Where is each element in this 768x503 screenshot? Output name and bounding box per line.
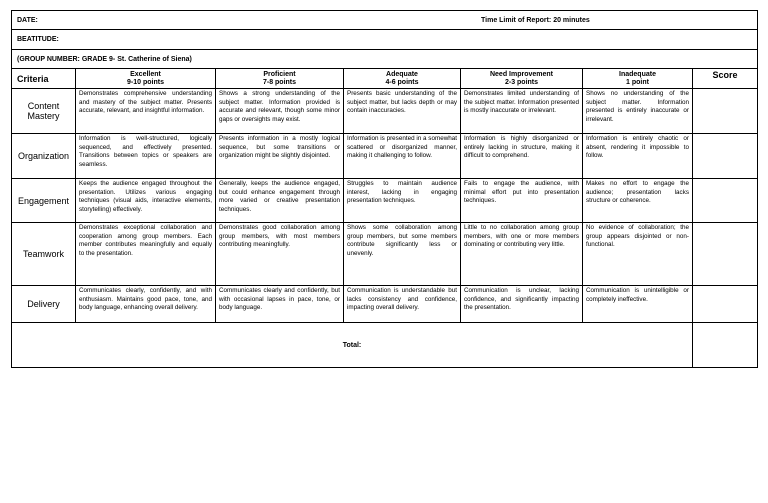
rubric-cell: No evidence of collaboration; the group appears disjointed or non-functional.	[583, 223, 693, 286]
rubric-cell: Struggles to maintain audience interest, lacking in engaging presentation techniques.	[344, 179, 461, 223]
score-cell-teamwork[interactable]	[693, 223, 758, 286]
rubric-cell: Communication is unintelligible or completely ineffective.	[583, 286, 693, 323]
score-cell-organization[interactable]	[693, 134, 758, 179]
beatitude-row	[12, 30, 758, 50]
score-cell-delivery[interactable]	[693, 286, 758, 323]
beatitude-label: BEATITUDE:	[17, 36, 59, 43]
criterion-teamwork: Teamwork	[12, 223, 76, 286]
rubric-table	[11, 10, 758, 368]
rubric-cell: Presents basic understanding of the subject matter, but lacks depth or may contain inaccuracies.	[344, 89, 461, 134]
rubric-cell: Makes no effort to engage the audience; presentation lacks structure or coherence.	[583, 179, 693, 223]
rubric-cell: Communication is understandable but lacks consistency and confidence, impacting overall delivery.	[344, 286, 461, 323]
level-header-proficient: Proficient 7-8 points	[216, 69, 344, 89]
date-cell[interactable]	[12, 11, 758, 30]
total-row	[12, 323, 758, 368]
date-label: DATE:	[17, 16, 38, 24]
criterion-content-mastery: Content Mastery	[12, 89, 76, 134]
rubric-cell: Generally, keeps the audience engaged, but could enhance engagement through more varied or creative presentation techniques.	[216, 179, 344, 223]
level-header-excellent: Excellent 9-10 points	[76, 69, 216, 89]
rubric-cell: Information is presented in a somewhat scattered or disorganized manner, making it challenging to follow.	[344, 134, 461, 179]
group-row	[12, 50, 758, 69]
rubric-cell: Presents information in a mostly logical sequence, but some transitions or organization might be slightly disjointed.	[216, 134, 344, 179]
table-row	[12, 179, 758, 223]
total-label: Total:	[12, 323, 693, 368]
score-cell-content-mastery[interactable]	[693, 89, 758, 134]
date-row	[12, 11, 758, 30]
level-header-adequate: Adequate 4-6 points	[344, 69, 461, 89]
table-row	[12, 134, 758, 179]
rubric-cell: Information is entirely chaotic or absent, rendering it impossible to follow.	[583, 134, 693, 179]
rubric-cell: Communicates clearly, confidently, and with enthusiasm. Maintains good pace, tone, and body language, enhancing overall delivery.	[76, 286, 216, 323]
criterion-organization: Organization	[12, 134, 76, 179]
rubric-cell: Fails to engage the audience, with minimal effort put into presentation techniques.	[461, 179, 583, 223]
rubric-cell: Shows a strong understanding of the subject matter. Information provided is accurate and relevant, though some minor gaps or oversights may exist.	[216, 89, 344, 134]
rubric-cell: Shows some collaboration among group members, but some members contribute significantly less or unevenly.	[344, 223, 461, 286]
criterion-delivery: Delivery	[12, 286, 76, 323]
criterion-engagement: Engagement	[12, 179, 76, 223]
level-header-need-improvement: Need Improvement 2-3 points	[461, 69, 583, 89]
group-number-label: (GROUP NUMBER: GRADE 9- St. Catherine of Siena)	[17, 55, 192, 63]
table-row	[12, 223, 758, 286]
table-row	[12, 89, 758, 134]
level-header-inadequate: Inadequate 1 point	[583, 69, 693, 89]
beatitude-cell[interactable]	[12, 30, 758, 50]
rubric-cell: Shows no understanding of the subject matter. Information presented is entirely inaccurate or irrelevant.	[583, 89, 693, 134]
score-header: Score	[693, 69, 758, 89]
table-row	[12, 286, 758, 323]
criteria-header: Criteria	[12, 69, 76, 89]
rubric-cell: Demonstrates good collaboration among group members, with most members contributing meaningfully.	[216, 223, 344, 286]
rubric-cell: Keeps the audience engaged throughout the presentation. Utilizes various engaging techniques (visual aids, interactive elements, storytelling) effectively.	[76, 179, 216, 223]
rubric-cell: Communicates clearly and confidently, but with occasional lapses in pace, tone, or body language.	[216, 286, 344, 323]
rubric-sheet	[11, 10, 757, 368]
total-score-cell[interactable]	[693, 323, 758, 368]
rubric-cell: Communication is unclear, lacking confidence, and significantly impacting the presentation.	[461, 286, 583, 323]
rubric-cell: Demonstrates comprehensive understanding and mastery of the subject matter. Presents accurate, relevant, and insightful information.	[76, 89, 216, 134]
group-cell	[12, 50, 758, 69]
rubric-cell: Information is highly disorganized or entirely lacking in structure, making it difficult to comprehend.	[461, 134, 583, 179]
rubric-cell: Demonstrates limited understanding of the subject matter. Information presented is mostly inaccurate or irrelevant.	[461, 89, 583, 134]
score-cell-engagement[interactable]	[693, 179, 758, 223]
rubric-cell: Little to no collaboration among group members, with one or more members dominating or contributing very little.	[461, 223, 583, 286]
rubric-cell: Demonstrates exceptional collaboration and cooperation among group members. Each member contributes meaningfully and equally to the presentation.	[76, 223, 216, 286]
rubric-cell: Information is well-structured, logically sequenced, and effectively presented. Transitions between topics or speakers are seamless.	[76, 134, 216, 179]
time-limit-label: Time Limit of Report: 20 minutes	[481, 16, 590, 24]
column-header-row	[12, 69, 758, 89]
